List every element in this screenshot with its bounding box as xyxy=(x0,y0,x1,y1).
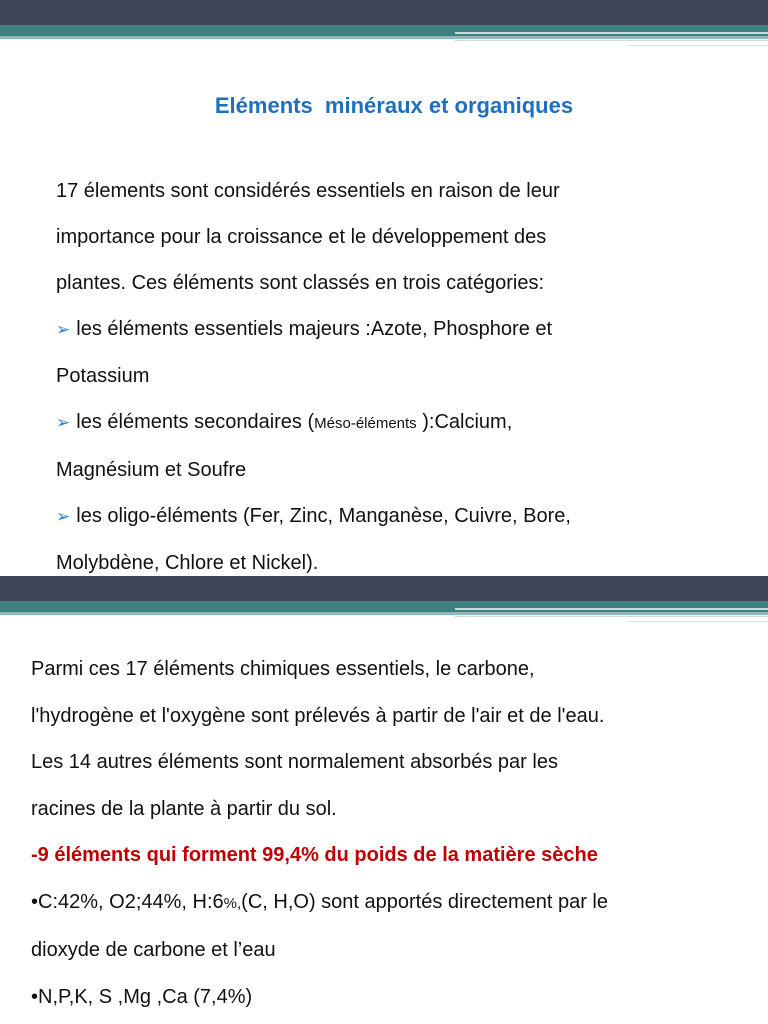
paragraph-line: Parmi ces 17 éléments chimiques essentiels, le carbone, xyxy=(31,658,535,680)
highlight-line: -9 éléments qui forment 99,4% du poids de la matière sèche xyxy=(31,844,598,866)
header-band xyxy=(0,576,768,628)
arrow-bullet-icon: ➢ xyxy=(56,413,71,432)
slide-2 xyxy=(0,576,768,1024)
band-teal-stripe xyxy=(0,25,768,36)
band-accent-line xyxy=(455,32,768,34)
item-text: •C:42%, O2;44%, H:6 xyxy=(31,890,224,913)
bullet-text: les éléments secondaires ( xyxy=(76,411,315,433)
band-teal-stripe xyxy=(0,601,768,612)
item-text: (C, H,O) sont apportés directement par le xyxy=(241,890,608,913)
list-item: •N,P,K, S ,Mg ,Ca (7,4%) xyxy=(31,985,253,1008)
slide-title: Eléments minéraux et organiques xyxy=(214,93,574,118)
band-accent-box xyxy=(455,616,768,628)
bullet-text: les oligo-éléments (Fer, Zinc, Manganèse, Cuivre, Bore, xyxy=(76,505,571,527)
list-item xyxy=(31,879,751,928)
bullet-oligo xyxy=(56,493,746,540)
band-dark-stripe xyxy=(0,0,768,25)
bullet-text: les éléments essentiels majeurs :Azote, Phosphore et xyxy=(76,318,553,340)
list-item-continuation: dioxyde de carbone et l’eau xyxy=(31,939,276,961)
band-light-stripe xyxy=(0,36,768,39)
slide-1-body xyxy=(56,168,746,576)
arrow-bullet-icon: ➢ xyxy=(56,320,71,339)
arrow-bullet-icon: ➢ xyxy=(56,507,71,526)
slide-2-body xyxy=(31,646,751,1020)
paragraph-line: Les 14 autres éléments sont normalement absorbés par les xyxy=(31,751,558,773)
bullet-continuation: Molybdène, Chlore et Nickel). xyxy=(56,552,319,574)
bullet-major xyxy=(56,306,746,353)
band-accent-line xyxy=(455,608,768,610)
bullet-continuation: Magnésium et Soufre xyxy=(56,459,247,481)
intro-line: plantes. Ces éléments sont classés en trois catégories: xyxy=(56,272,545,294)
bullet-small-text: Méso-éléments xyxy=(314,415,417,432)
paragraph-line: l'hydrogène et l'oxygène sont prélevés à partir de l'air et de l'eau. xyxy=(31,704,605,727)
bullet-text: ):Calcium, xyxy=(416,411,513,433)
bullet-secondary xyxy=(56,399,746,447)
header-band xyxy=(0,0,768,52)
intro-line: importance pour la croissance et le développement des xyxy=(56,226,547,248)
band-accent-box xyxy=(455,40,768,52)
paragraph-line: racines de la plante à partir du sol. xyxy=(31,797,337,820)
bullet-continuation: Potassium xyxy=(56,365,150,387)
band-dark-stripe xyxy=(0,576,768,601)
band-light-stripe xyxy=(0,612,768,615)
item-small-text: %, xyxy=(223,894,242,912)
intro-line: 17 élements sont considérés essentiels en raison de leur xyxy=(56,180,560,202)
